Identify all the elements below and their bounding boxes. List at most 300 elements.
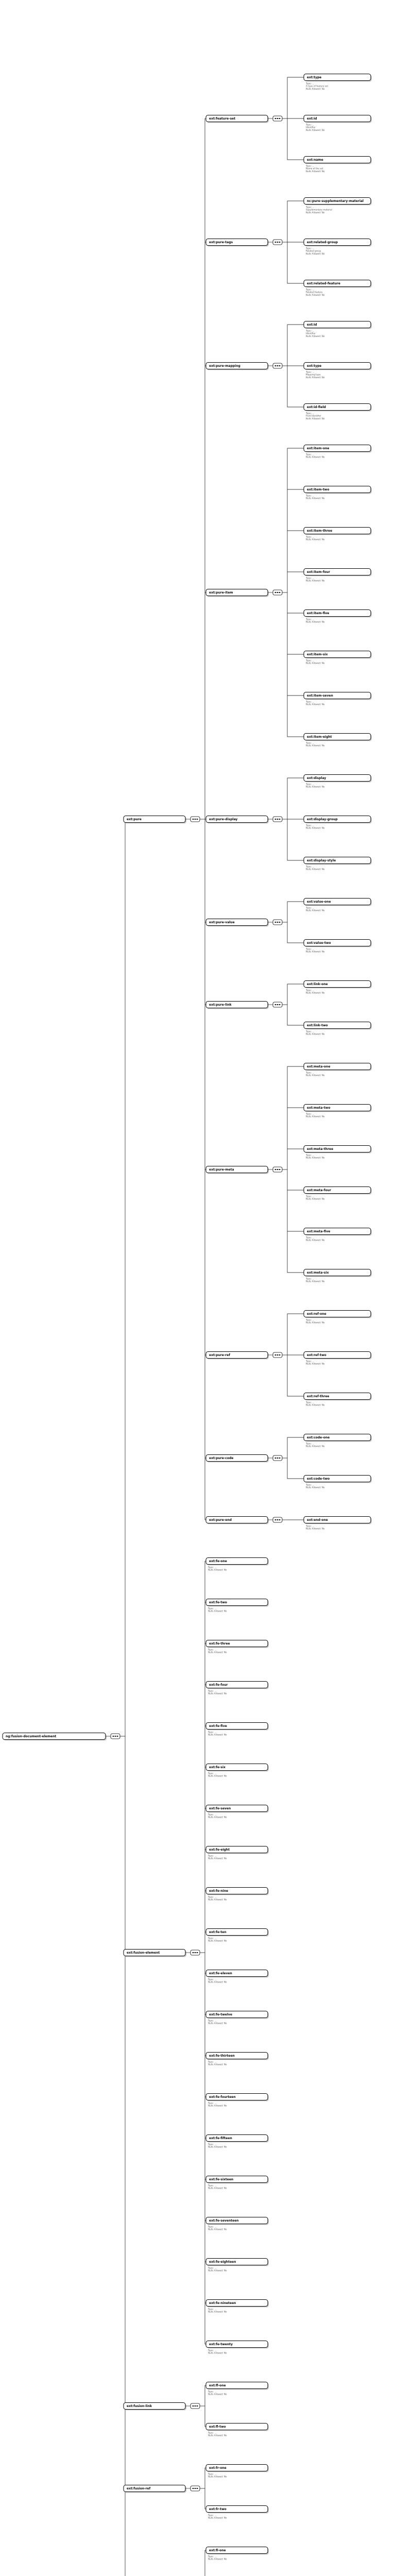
ext-fl-one-element [206, 2382, 269, 2390]
element-annotation: Nulls Allowed: No [306, 1486, 325, 1489]
element-label: ext:pure [127, 818, 142, 822]
element-annotation: Type: ... [208, 2555, 217, 2558]
ext-fe-six-element [206, 1764, 269, 1772]
ext-fe-twelve-element [206, 2011, 269, 2019]
element-annotation: Type: ... [208, 2266, 217, 2269]
element-label: ext:display [307, 776, 326, 781]
ext-fe-five-element [206, 1723, 269, 1731]
sequence-connector-icon [268, 1002, 282, 1007]
element-annotation: Nulls Allowed: No [306, 909, 325, 912]
element-annotation: Type: ... [306, 82, 315, 85]
element-annotation: Nulls Allowed: No [306, 417, 325, 420]
element-annotation: Related feature [306, 291, 323, 294]
element-annotation: Nulls Allowed: No [208, 1857, 227, 1860]
element-label: ext:ref-three [307, 1395, 330, 1399]
ext-meta-one-element [304, 1063, 372, 1071]
ext-fe-nineteen-element [206, 2300, 269, 2308]
ext-pure-code-element [206, 1455, 269, 1463]
element-annotation: Type: ... [306, 164, 315, 167]
ext-ref-two-element [304, 1352, 372, 1360]
element-label: ext:code-two [307, 1477, 330, 1481]
ext-item-four-element [304, 569, 372, 577]
element-annotation: A type of feature set [306, 84, 329, 88]
element-annotation: Nulls Allowed: No [306, 293, 325, 296]
element-label: ext:item-two [307, 488, 330, 492]
element-annotation: Nulls Allowed: No [208, 2022, 227, 2025]
element-label: ext:display-group [307, 818, 338, 822]
element-label: ext:fe-two [209, 1601, 227, 1605]
element-annotation: Nulls Allowed: No [306, 826, 325, 829]
element-annotation: Nulls Allowed: No [306, 1156, 325, 1159]
element-annotation: Nulls Allowed: No [306, 170, 325, 173]
element-annotation: Related group [306, 249, 321, 252]
element-label: ext:fusion-ref [127, 2487, 151, 2491]
element-label: ext:meta-five [307, 1230, 331, 1234]
element-annotation: Nulls Allowed: No [306, 128, 325, 131]
element-label: ext:fe-sixteen [209, 2178, 234, 2182]
ext-fi-one-element [206, 2547, 269, 2555]
element-annotation: Nulls Allowed: No [306, 662, 325, 665]
ext-meta-six-element [304, 1269, 372, 1277]
element-annotation: Type: ... [208, 1566, 217, 1569]
ext-pure-end-element [206, 1517, 269, 1524]
element-label: ext:fe-eight [209, 1848, 230, 1852]
element-annotation: Nulls Allowed: No [208, 1939, 227, 1942]
element-annotation: Type: ... [306, 1524, 315, 1528]
ext-value-one-element [304, 899, 372, 906]
ext-fe-ten-element [206, 1929, 269, 1937]
element-label: ext:item-one [307, 447, 330, 451]
element-annotation: Nulls Allowed: No [306, 1403, 325, 1406]
element-label: ext:fe-eleven [209, 1972, 232, 1976]
ext-fe-four-element [206, 1682, 269, 1689]
element-annotation: Type: ... [306, 865, 315, 868]
ext-fe-eight-element [206, 1846, 269, 1854]
element-label: ext:fe-fourteen [209, 2095, 236, 2099]
ext-ref-three-element [304, 1393, 372, 1401]
element-annotation: Nulls Allowed: No [208, 2187, 227, 2190]
element-label: ng:fusion-document-element [6, 1735, 57, 1739]
element-annotation: Type: ... [306, 206, 315, 209]
ext-related-group-element [304, 239, 372, 247]
element-annotation: Type: ... [306, 494, 315, 497]
element-annotation: Type: ... [208, 2349, 217, 2352]
element-label: ext:fe-twenty [209, 2343, 233, 2347]
element-annotation: Nulls Allowed: No [306, 497, 325, 500]
element-label: ext:pure-end [209, 1518, 232, 1522]
element-label: ext:pure-display [209, 818, 238, 822]
element-annotation: Nulls Allowed: No [306, 1239, 325, 1242]
element-annotation: Type: ... [306, 906, 315, 909]
element-label: ext:fe-seven [209, 1807, 231, 1811]
ext-pure-display-element [206, 816, 269, 824]
element-label: ext:value-two [307, 941, 331, 945]
element-label: ext:link-two [307, 1024, 328, 1028]
element-annotation: Type: ... [306, 247, 315, 250]
ext-fusion-element-element [124, 1950, 186, 1957]
ext-ref-one-element [304, 1311, 372, 1318]
element-annotation: Type: ... [208, 1731, 217, 1734]
element-annotation: Nulls Allowed: No [208, 2145, 227, 2148]
ext-item-five-element [304, 610, 372, 618]
element-annotation: Nulls Allowed: No [208, 1774, 227, 1777]
element-annotation: Supplementary material [306, 208, 332, 211]
element-label: ext:fe-nineteen [209, 2301, 236, 2306]
element-annotation: Nulls Allowed: No [306, 376, 325, 379]
element-label: ext:fusion-link [127, 2404, 152, 2409]
element-annotation: Nulls Allowed: No [306, 868, 325, 871]
element-annotation: Nulls Allowed: No [208, 2351, 227, 2354]
element-annotation: Nulls Allowed: No [306, 538, 325, 541]
ext-code-two-element [304, 1476, 372, 1483]
ext-link-two-element [304, 1022, 372, 1030]
element-annotation: Type: ... [306, 824, 315, 827]
ext-meta-three-element [304, 1146, 372, 1154]
element-annotation: Type: ... [208, 1813, 217, 1816]
ext-code-one-element [304, 1434, 372, 1442]
sequence-connector-icon [106, 1734, 120, 1739]
ext-item-two-element [304, 486, 372, 494]
ext-item-six-element [304, 651, 372, 659]
element-annotation: Nulls Allowed: No [306, 620, 325, 623]
element-label: ext:item-eight [307, 735, 332, 739]
sequence-connector-icon [268, 1455, 282, 1461]
sequence-connector-icon [268, 363, 282, 368]
element-label: nc:pure-supplementary-material [307, 199, 364, 204]
sequence-connector-icon [185, 817, 200, 822]
element-label: ext:id-field [307, 405, 326, 410]
element-annotation: Nulls Allowed: No [208, 2228, 227, 2231]
ng-fusion-document-element-element [3, 1733, 107, 1741]
element-annotation: Nulls Allowed: No [306, 950, 325, 953]
element-annotation: Type: ... [306, 412, 315, 415]
element-label: ext:fe-three [209, 1642, 230, 1646]
element-label: ext:item-five [307, 612, 330, 616]
element-annotation: Type: ... [306, 1236, 315, 1239]
element-annotation: Nulls Allowed: No [306, 703, 325, 706]
element-label: ext:pure-code [209, 1456, 234, 1461]
ext-display-element [304, 775, 372, 783]
element-label: ext:pure-item [209, 591, 233, 595]
element-label: ext:related-group [307, 241, 338, 245]
element-annotation: Type: ... [208, 1854, 217, 1857]
element-annotation: Type: ... [306, 1318, 315, 1321]
ext-display-group-element [304, 816, 372, 824]
element-annotation: Nulls Allowed: No [208, 1898, 227, 1901]
element-annotation: Nulls Allowed: No [306, 1321, 325, 1324]
element-label: ext:code-one [307, 1436, 330, 1440]
element-label: ext:fe-six [209, 1766, 226, 1770]
ext-id-element [304, 115, 372, 123]
element-annotation: Nulls Allowed: No [306, 1362, 325, 1365]
element-annotation: Type: ... [208, 1895, 217, 1899]
ext-type-element [304, 74, 372, 82]
element-annotation: Type: ... [208, 1689, 217, 1692]
element-label: ext:pure-meta [209, 1168, 234, 1172]
element-label: ext:item-six [307, 653, 328, 657]
element-annotation: Type: ... [208, 2225, 217, 2228]
element-annotation: Type: ... [306, 1360, 315, 1363]
element-annotation: Nulls Allowed: No [208, 1816, 227, 1819]
element-label: ext:pure-link [209, 1003, 232, 1007]
ext-pure-item-element [206, 589, 269, 597]
element-annotation: Type: ... [208, 2102, 217, 2105]
element-annotation: Nulls Allowed: No [306, 211, 325, 214]
element-annotation: Nulls Allowed: No [208, 2104, 227, 2107]
ext-fe-eleven-element [206, 1970, 269, 1978]
ext-pure-mapping-element [206, 363, 269, 370]
element-annotation: Nulls Allowed: No [208, 1651, 227, 1654]
element-label: ext:end-one [307, 1518, 328, 1522]
element-annotation: Nulls Allowed: No [306, 744, 325, 747]
ext-fe-thirteen-element [206, 2053, 269, 2060]
element-label: ext:value-one [307, 900, 331, 904]
ext-pure-value-element [206, 919, 269, 927]
element-annotation: Type: ... [306, 577, 315, 580]
element-annotation: Nulls Allowed: No [208, 2475, 227, 2478]
ext-fe-eighteen-element [206, 2259, 269, 2266]
sequence-connector-icon [268, 1352, 282, 1358]
element-label: ext:pure-mapping [209, 364, 240, 368]
sequence-connector-icon [268, 116, 282, 121]
element-annotation: Type: ... [208, 2472, 217, 2476]
ext-item-seven-element [304, 692, 372, 700]
element-annotation: Type: ... [306, 1442, 315, 1445]
element-annotation: Nulls Allowed: No [306, 252, 325, 255]
element-annotation: Nulls Allowed: No [208, 1980, 227, 1984]
element-annotation: Type: ... [306, 989, 315, 992]
element-annotation: Identifier [306, 332, 316, 335]
element-label: ext:pure-value [209, 921, 235, 925]
element-annotation: Nulls Allowed: No [208, 1733, 227, 1736]
element-annotation: Mapping type [306, 373, 321, 376]
element-annotation: Type: ... [208, 2308, 217, 2311]
ext-fe-fourteen-element [206, 2094, 269, 2102]
element-annotation: Type: ... [306, 1112, 315, 1115]
element-annotation: Type: ... [208, 2184, 217, 2187]
element-label: ext:fr-two [209, 2507, 227, 2512]
element-label: ext:fl-one [209, 2384, 226, 2388]
element-annotation: Type: ... [208, 2060, 217, 2063]
element-label: ext:meta-three [307, 1147, 334, 1151]
ext-fe-sixteen-element [206, 2176, 269, 2184]
element-annotation: Type: ... [306, 535, 315, 538]
sequence-connector-icon [268, 920, 282, 925]
element-label: ext:pure-tags [209, 241, 233, 245]
element-label: ext:item-four [307, 570, 330, 574]
element-label: ext:feature-set [209, 117, 236, 121]
element-annotation: Nulls Allowed: No [208, 1609, 227, 1613]
element-annotation: Type: ... [306, 370, 315, 374]
ext-fr-one-element [206, 2465, 269, 2472]
element-annotation: Nulls Allowed: No [208, 2557, 227, 2561]
element-label: ext:meta-four [307, 1189, 331, 1193]
ext-fusion-link-element [124, 2403, 186, 2411]
sequence-connector-icon [268, 590, 282, 595]
element-annotation: Type: ... [208, 2390, 217, 2393]
element-annotation: Nulls Allowed: No [208, 2434, 227, 2437]
sequence-connector-icon [268, 1517, 282, 1522]
element-label: ext:fe-one [209, 1560, 227, 1564]
element-annotation: Type: ... [306, 453, 315, 456]
element-annotation: Name of the set [306, 167, 323, 170]
element-annotation: Type: ... [306, 288, 315, 291]
element-annotation: Nulls Allowed: No [306, 1032, 325, 1036]
ext-name-element [304, 157, 372, 164]
element-label: ext:id [307, 117, 317, 121]
element-label: ext:item-three [307, 529, 333, 533]
element-annotation: Nulls Allowed: No [208, 1692, 227, 1695]
element-annotation: Type: ... [208, 1978, 217, 1981]
element-label: ext:name [307, 158, 323, 162]
element-label: ext:fe-thirteen [209, 2054, 235, 2058]
element-annotation: Type: ... [208, 2143, 217, 2146]
element-annotation: Type: ... [306, 618, 315, 621]
element-label: ext:display-style [307, 859, 336, 863]
ext-fusion-ref-element [124, 2485, 186, 2493]
element-annotation: Nulls Allowed: No [208, 2516, 227, 2519]
element-label: ext:fe-eighteen [209, 2260, 236, 2264]
ext-fe-fifteen-element [206, 2135, 269, 2143]
ext-meta-five-element [304, 1228, 372, 1236]
ext-fe-seventeen-element [206, 2217, 269, 2225]
element-label: ext:fe-four [209, 1683, 228, 1687]
ext-pure-ref-element [206, 1352, 269, 1360]
ext-pure-link-element [206, 1002, 269, 1009]
sequence-connector-icon [268, 1167, 282, 1172]
ext-pure-tags-element [206, 239, 269, 247]
ext-fe-three-element [206, 1640, 269, 1648]
element-annotation: Nulls Allowed: No [306, 1527, 325, 1530]
ext-value-two-element [304, 940, 372, 947]
element-label: ext:fe-seventeen [209, 2219, 239, 2223]
ext-related-feature-element [304, 280, 372, 288]
element-label: ext:fe-nine [209, 1889, 229, 1893]
nc-pure-supplementary-material-element [304, 198, 372, 206]
ext-fe-seven-element [206, 1805, 269, 1813]
ext-type-element [304, 363, 372, 370]
element-annotation: Type: ... [306, 1401, 315, 1404]
element-label: ext:fl-two [209, 2425, 226, 2429]
element-label: ext:pure-ref [209, 1353, 230, 1358]
element-label: ext:fi-one [209, 2549, 226, 2553]
element-annotation: Type: ... [208, 2514, 217, 2517]
element-annotation: Type: ... [306, 741, 315, 744]
ext-feature-set-element [206, 115, 269, 123]
element-label: ext:fe-ten [209, 1930, 227, 1935]
element-annotation: Nulls Allowed: No [306, 455, 325, 459]
ext-fl-two-element [206, 2424, 269, 2431]
ext-item-eight-element [304, 734, 372, 741]
element-label: ext:meta-six [307, 1271, 329, 1275]
element-annotation: Nulls Allowed: No [208, 1568, 227, 1571]
ext-fr-two-element [206, 2506, 269, 2514]
sequence-connector-icon [268, 817, 282, 822]
element-annotation: Type: ... [208, 2019, 217, 2022]
element-label: ext:fe-twelve [209, 2013, 232, 2017]
element-annotation: Nulls Allowed: No [208, 2269, 227, 2272]
element-annotation: Nulls Allowed: No [306, 1074, 325, 1077]
element-annotation: Type: ... [306, 1277, 315, 1280]
ext-link-one-element [304, 981, 372, 989]
element-annotation: Nulls Allowed: No [306, 1115, 325, 1118]
ext-meta-four-element [304, 1187, 372, 1195]
ext-item-three-element [304, 528, 372, 535]
element-annotation: Type: ... [208, 1937, 217, 1940]
element-annotation: Type: ... [306, 659, 315, 662]
ext-fe-nine-element [206, 1888, 269, 1895]
element-label: ext:ref-one [307, 1312, 326, 1316]
element-annotation: Nulls Allowed: No [306, 785, 325, 788]
element-label: ext:fe-fifteen [209, 2137, 232, 2141]
element-annotation: Nulls Allowed: No [306, 1280, 325, 1283]
ext-end-one-element [304, 1517, 372, 1524]
element-annotation: Nulls Allowed: No [306, 1197, 325, 1200]
ext-pure-element [124, 816, 186, 824]
element-annotation: Type: ... [306, 329, 315, 332]
sequence-connector-icon [185, 2403, 200, 2409]
element-annotation: Nulls Allowed: No [306, 87, 325, 90]
element-label: ext:related-feature [307, 282, 340, 286]
element-label: ext:link-one [307, 982, 328, 987]
ext-fe-one-element [206, 1558, 269, 1566]
element-label: ext:meta-one [307, 1065, 331, 1069]
element-annotation: Type: ... [306, 783, 315, 786]
ext-pure-meta-element [206, 1166, 269, 1174]
element-label: ext:fr-one [209, 2466, 227, 2470]
element-annotation: Type: ... [306, 947, 315, 951]
ext-item-one-element [304, 445, 372, 453]
element-annotation: Nulls Allowed: No [208, 2310, 227, 2313]
element-annotation: Field identifier [306, 414, 321, 417]
ext-id-element [304, 321, 372, 329]
element-label: ext:fe-five [209, 1724, 227, 1728]
sequence-connector-icon [185, 1950, 200, 1955]
ext-display-style-element [304, 857, 372, 865]
element-label: ext:item-seven [307, 694, 333, 698]
element-annotation: Type: ... [208, 1648, 217, 1651]
element-annotation: Type: ... [306, 1071, 315, 1074]
element-annotation: Nulls Allowed: No [306, 1445, 325, 1448]
ext-fe-twenty-element [206, 2341, 269, 2349]
element-annotation: Nulls Allowed: No [306, 991, 325, 994]
sequence-connector-icon [185, 2486, 200, 2491]
element-annotation: Type: ... [208, 2431, 217, 2434]
element-annotation: Type: ... [306, 123, 315, 126]
element-label: ext:id [307, 323, 317, 327]
element-annotation: Type: ... [208, 1607, 217, 1610]
sequence-connector-icon [268, 240, 282, 245]
element-annotation: Type: ... [306, 1030, 315, 1033]
ext-meta-two-element [304, 1105, 372, 1112]
element-annotation: Nulls Allowed: No [306, 334, 325, 337]
element-annotation: Type: ... [306, 1195, 315, 1198]
element-label: ext:ref-two [307, 1353, 326, 1358]
element-label: ext:type [307, 76, 322, 80]
element-annotation: Nulls Allowed: No [306, 579, 325, 582]
element-label: ext:meta-two [307, 1106, 331, 1110]
element-annotation: Type: ... [306, 1154, 315, 1157]
element-label: ext:fusion-element [127, 1951, 160, 1955]
element-annotation: Type: ... [306, 1483, 315, 1486]
element-annotation: Nulls Allowed: No [208, 2063, 227, 2066]
ext-id-field-element [304, 404, 372, 412]
element-label: ext:type [307, 364, 322, 368]
element-annotation: Type: ... [306, 700, 315, 703]
element-annotation: Identifier [306, 126, 316, 129]
element-annotation: Type: ... [208, 1772, 217, 1775]
ext-fe-two-element [206, 1599, 269, 1607]
